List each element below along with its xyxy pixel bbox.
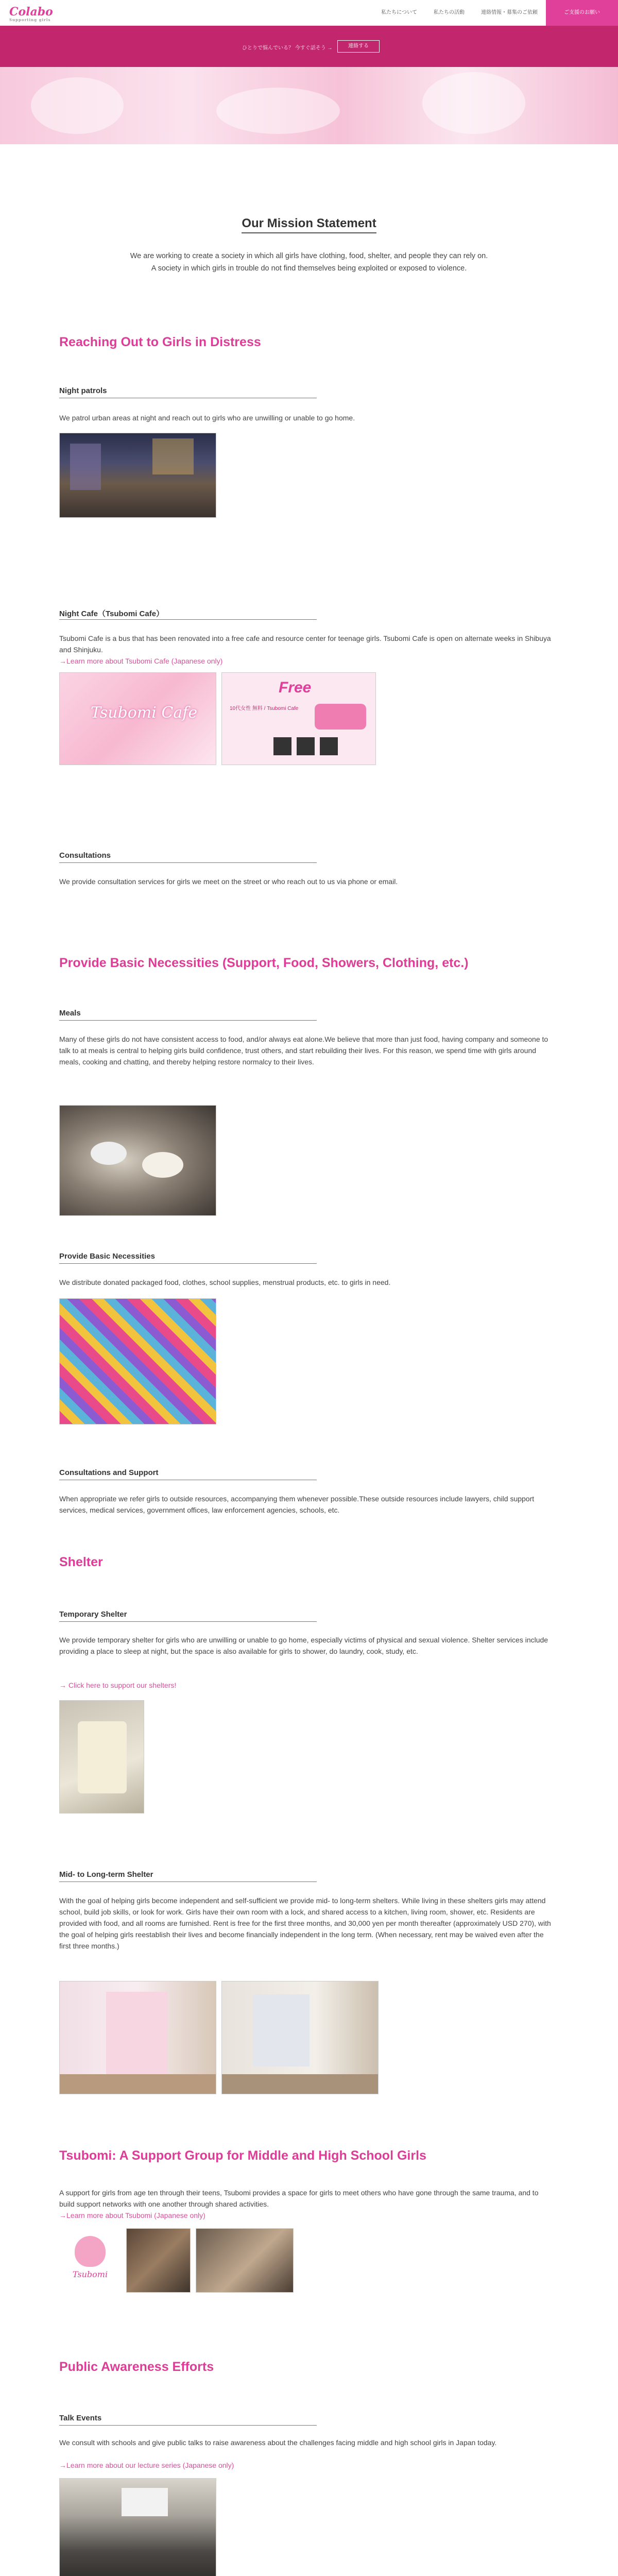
logo-text: Colabo <box>9 5 53 19</box>
night-cafe-title: Night Cafe（Tsubomi Cafe） <box>59 609 164 618</box>
support-shelters-link[interactable]: → Click here to support our shelters! <box>59 1681 177 1689</box>
temporary-shelter-photo <box>59 1700 144 1814</box>
consult-support-text: When appropriate we refer girls to outside resources, accompanying them whenever possible.These outside resources include lawyers, child support services, medical services, government offices, law enforcement agencies, schools, etc. <box>59 1495 535 1514</box>
night-patrols-title: Night patrols <box>59 386 107 395</box>
tsubomi-activity-photo-2 <box>196 2228 294 2293</box>
nav-activities[interactable]: 私たちの活動 <box>434 10 465 15</box>
tsubomi-link[interactable]: →Learn more about Tsubomi (Japanese only) <box>59 2211 205 2219</box>
meals-title: Meals <box>59 1009 81 1018</box>
consultations-text: We provide consultation services for girls we meet on the street or who reach out to us via phone or email. <box>59 877 398 886</box>
shelter-room-photo-2 <box>221 1981 379 2094</box>
lecture-series-link[interactable]: →Learn more about our lecture series (Japanese only) <box>59 2461 234 2469</box>
consult-support-title: Consultations and Support <box>59 1468 159 1477</box>
mission-title: Our Mission Statement <box>0 216 618 231</box>
talk-event-photo <box>59 2478 216 2576</box>
main-nav <box>373 0 618 26</box>
nav-about[interactable]: 私たちについて <box>381 10 417 15</box>
meals-photo <box>59 1105 216 1216</box>
colabo-logo[interactable] <box>9 5 53 22</box>
long-term-shelter-title: Mid- to Long-term Shelter <box>59 1870 153 1879</box>
night-patrols-text: We patrol urban areas at night and reach out to girls who are unwilling or unable to go home. <box>59 414 355 422</box>
section-title-shelter: Shelter <box>59 1555 103 1569</box>
contact-banner <box>0 26 618 67</box>
tsubomi-cafe-flyer: Free 10代女性 無料 / Tsubomi Cafe <box>221 672 376 765</box>
necessities-title: Provide Basic Necessities <box>59 1252 155 1261</box>
temporary-shelter-text: We provide temporary shelter for girls who are unwilling or unable to go home, especially victims of physical and sexual violence. Shelter services include providing a place to sleep at night, but the space is also available for girls to shower, do laundry, cook, study, etc. <box>59 1636 548 1655</box>
tsubomi-activity-photo-1 <box>126 2228 191 2293</box>
temporary-shelter-title: Temporary Shelter <box>59 1610 127 1619</box>
mission-text: We are working to create a society in which all girls have clothing, food, shelter, and people they can rely on. A society in which girls in trouble do not find themselves being exploited or exposed to violence. <box>130 252 488 273</box>
contact-question: ひとりで悩んでいる？ 今すぐ話そう → <box>242 45 333 51</box>
consultations-title: Consultations <box>59 851 111 860</box>
night-cafe-text: Tsubomi Cafe is a bus that has been renovated into a free cafe and resource center for teenage girls. Tsubomi Cafe is open on alternate weeks in Shibuya and Shinjuku. <box>59 634 551 654</box>
necessities-photo <box>59 1298 216 1425</box>
section-title-basic-necessities: Provide Basic Necessities (Support, Food, Showers, Clothing, etc.) <box>59 956 469 970</box>
shelter-room-photo-1 <box>59 1981 216 2094</box>
talk-events-title: Talk Events <box>59 2414 102 2422</box>
top-navbar <box>0 0 618 26</box>
talk-events-text: We consult with schools and give public talks to raise awareness about the challenges facing middle and high school girls in Japan today. <box>59 2438 497 2447</box>
contact-button[interactable]: 連絡する <box>337 40 380 53</box>
tsubomi-text: A support for girls from age ten through their teens, Tsubomi provides a space for girls to meet others who have gone through the same trauma, and to build support networks with one another through shared activities. <box>59 2189 539 2208</box>
hero-banner <box>0 67 618 144</box>
tsubomi-logo: Tsubomi <box>59 2228 121 2290</box>
tsubomi-cafe-link[interactable]: →Learn more about Tsubomi Cafe (Japanese only) <box>59 657 223 665</box>
logo-subtitle: Supporting girls <box>9 18 51 22</box>
section-title-reaching-out: Reaching Out to Girls in Distress <box>59 335 261 349</box>
necessities-text: We distribute donated packaged food, clothes, school supplies, menstrual products, etc. to girls in need. <box>59 1278 391 1286</box>
nav-contact[interactable]: 連絡情報・募集のご依頼 <box>481 10 538 15</box>
night-patrol-photo <box>59 433 216 518</box>
donate-button[interactable]: ご支援のお願い <box>546 0 618 26</box>
meals-text: Many of these girls do not have consistent access to food, and/or always eat alone.We believe that more than just food, having company and someone to talk to at meals is central to helping girls build confidence, trust others, and start rebuilding their lives. For this reason, we spend time with girls around meals, cooking and chatting, and thereby helping restore normalcy to their lives. <box>59 1035 548 1066</box>
section-title-tsubomi: Tsubomi: A Support Group for Middle and High School Girls <box>59 2148 426 2163</box>
long-term-shelter-text: With the goal of helping girls become independent and self-sufficient we provide mid- to long-term shelters. While living in these shelters girls may attend school, build job skills, or look for work. Girls have their own room with a lock, and shared access to a kitchen, living room, shower, etc. Residents are provided with food, and all rooms are furnished. Rent is free for the first three months, and 30,000 yen per month thereafter (approximately USD 270), with the goal of helping girls reestablish their lives and become financially independent in the long term. (When necessary, rent may be waived even after the first three months.) <box>59 1896 551 1950</box>
section-title-awareness: Public Awareness Efforts <box>59 2360 214 2374</box>
tsubomi-cafe-poster: Tsubomi Cafe <box>59 672 216 765</box>
